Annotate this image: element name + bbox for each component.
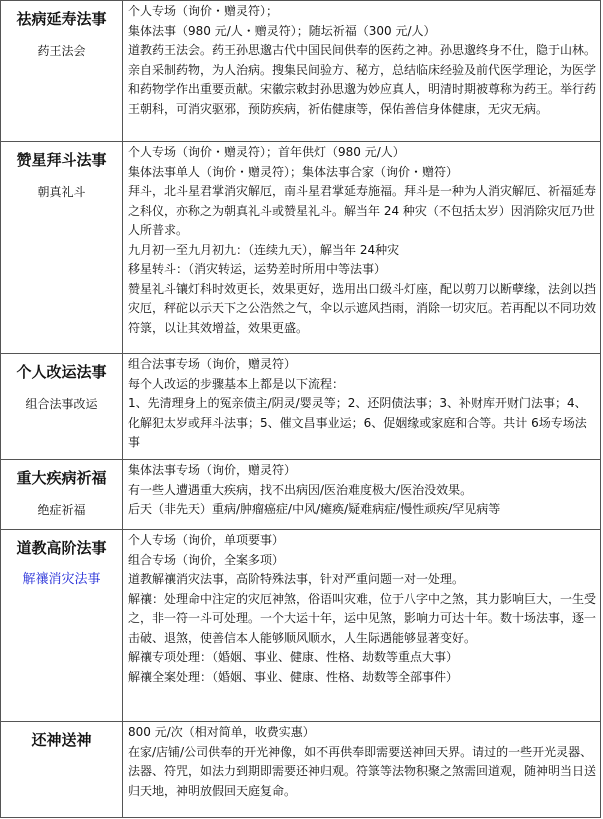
description-line: 道教药王法会。药王孙思邈古代中国民间供奉的医药之神。孙思邈终身不仕，隐于山林。亲自采制药物，为人治病。搜集民间验方、秘方，总结临床经验及前代医学理论，为医学和药物学作出重要贡献。宋徽宗敕封孙思邈为妙应真人，明清时期被尊称为药王。举行药王朝科，可消灾驱邪，预防疾病，祈佑健康等，保佑善信身体健康，无灾无病。: [128, 43, 597, 116]
description-line: 800 元/次（相对简单，收费实惠）: [128, 725, 315, 739]
table-row: [1, 460, 601, 530]
service-title: 还神送神: [31, 731, 92, 749]
service-name-cell: [1, 460, 123, 530]
description-line: 1、先清理身上的冤亲债主/阴灵/婴灵等；2、还阴债法事；3、补财库开财门法事；4、化解犯太岁或拜斗法事；5、催文昌事业运；6、促姻缘或家庭和合等。共计 6场专场法事: [128, 396, 587, 449]
description-line: 拜斗，北斗星君掌消灾解厄，南斗星君掌延寿施福。拜斗是一种为人消灾解厄、祈福延寿之科仪，亦称之为朝真礼斗或赞星礼斗。解当年 24 种灾（不包括太岁）因消除灾厄乃世人所普求。: [128, 184, 597, 237]
description-line: 解禳：处理命中注定的灾厄神煞，俗语叫灾难，位于八字中之煞，其力影响巨大，一生受之，非一符一斗可处理。一个大运十年，运中见煞，影响力可达十年。数十场法事，逐一击破、退煞，使善信本人能够顺风顺水，人生际遇能够显著变好。: [128, 591, 597, 645]
table-row: [1, 530, 601, 722]
service-description-cell: [123, 460, 601, 530]
table-row: [1, 354, 601, 460]
service-subtitle: 组合法事改运: [25, 397, 98, 411]
description-line: 个人专场（询价・赠灵符）；: [128, 4, 279, 18]
service-description-cell: [123, 722, 601, 818]
service-title: 重大疾病祈福: [16, 469, 107, 487]
service-name-cell: [1, 1, 123, 142]
service-description-cell: [123, 1, 601, 142]
service-subtitle: 药王法会: [37, 44, 86, 58]
service-subtitle: 解禳消灾法事: [22, 572, 101, 587]
table-row: [1, 722, 601, 818]
service-title: 道教高阶法事: [16, 539, 107, 557]
service-name-cell: [1, 354, 123, 460]
description-line: 组合法事专场（询价，赠灵符）: [128, 357, 297, 371]
table-row: [1, 1, 601, 142]
description-line: 个人专场（询价，单项要事）: [128, 533, 285, 547]
description-line: 解禳全案处理：（婚姻、事业、健康、性格、劫数等全部事件）: [128, 669, 459, 684]
description-line: 移星转斗：（消灾转运，运势差时所用中等法事）: [128, 262, 387, 276]
description-line: 后天（非先天）重病/肿瘤癌症/中风/瘫痪/疑难病症/慢性顽疾/罕见病等: [128, 502, 501, 516]
description-line: 有一些人遭遇重大疾病，找不出病因/医治难度极大/医治没效果。: [128, 482, 473, 497]
description-line: 九月初一至九月初九：（连续九天），解当年 24种灾: [128, 242, 400, 257]
description-line: 每个人改运的步骤基本上都是以下流程：: [128, 376, 345, 391]
service-name-cell: [1, 530, 123, 722]
description-line: 赞星礼斗镶灯科时效更长，效果更好，选用出口级斗灯座，配以剪刀以断孽缘，法剑以挡灾厄，秤砣以示天下之公浩然之气，伞以示遮风挡雨，消除一切灾厄。若再配以不同功效符箓，以让其效增益，效果更盛。: [128, 281, 597, 335]
service-subtitle: 朝真礼斗: [37, 185, 86, 199]
description-line: 集体法事单人（询价・赠灵符）；集体法事合家（询价・赠符）: [128, 164, 459, 179]
service-description-cell: [123, 530, 601, 722]
description-line: 组合专场（询价，全案多项）: [128, 552, 285, 567]
service-title: 个人改运法事: [16, 363, 107, 381]
description-line: 在家/店铺/公司供奉的开光神像，如不再供奉即需要送神回天界。请过的一些开光灵器、法器、符咒，如法力到期即需要还神归观。符箓等法物积聚之煞需回道观，随神明当日送归天地，神明放假回天庭复命。: [128, 744, 597, 798]
description-line: 解禳专项处理：（婚姻、事业、健康、性格、劫数等重点大事）: [128, 650, 459, 664]
service-name-cell: [1, 142, 123, 354]
description-line: 个人专场（询价・赠灵符）；首年供灯（980 元/人）: [128, 145, 405, 159]
description-line: 集体法事专场（询价，赠灵符）: [128, 463, 297, 477]
table-row: [1, 142, 601, 354]
service-title: 祛病延寿法事: [16, 10, 107, 28]
service-description-cell: [123, 354, 601, 460]
service-name-cell: [1, 722, 123, 818]
description-line: 集体法事（980 元/人・赠灵符）；随坛祈福（300 元/人）: [128, 23, 436, 38]
description-line: 道教解禳消灾法事，高阶特殊法事，针对严重问题一对一处理。: [128, 572, 465, 586]
service-title: 赞星拜斗法事: [16, 151, 107, 169]
service-description-cell: [123, 142, 601, 354]
service-subtitle: 绝症祈福: [37, 503, 86, 517]
